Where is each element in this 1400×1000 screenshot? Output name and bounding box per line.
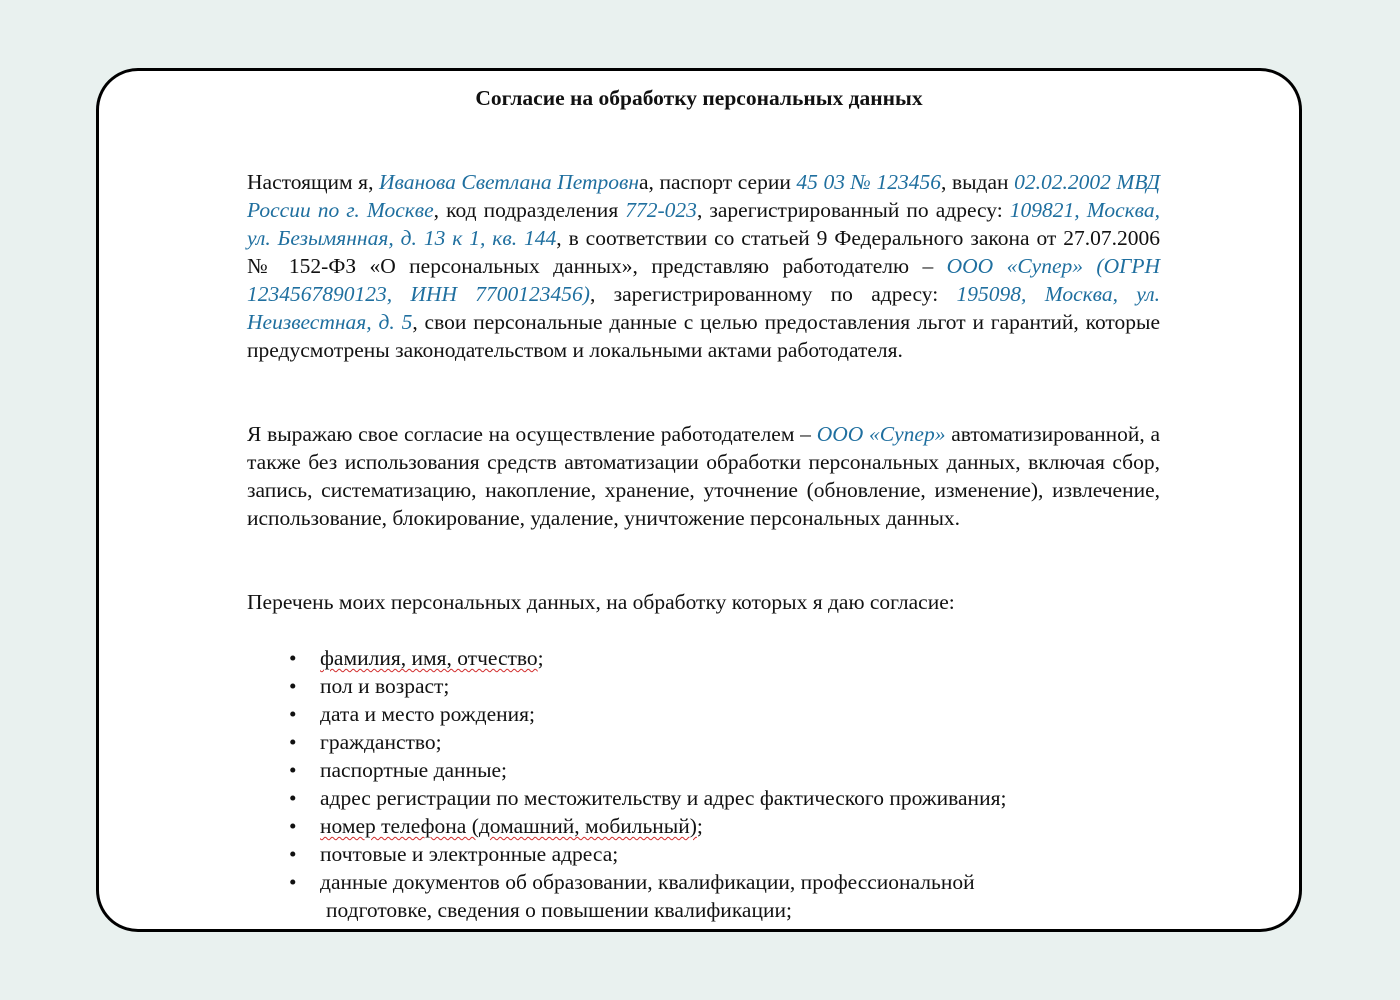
bullet-icon: • xyxy=(289,646,297,670)
list-item: • почтовые и электронные адреса; xyxy=(289,842,619,866)
list-item: • гражданство; xyxy=(289,730,442,754)
list-item: • фамилия, имя, отчество; xyxy=(289,646,544,670)
bullet-icon: • xyxy=(289,842,297,866)
paragraph-list-intro: Перечень моих персональных данных, на обработку которых я даю согласие: xyxy=(247,590,955,614)
document-frame xyxy=(96,68,1302,932)
paragraph-consent-scope: Я выражаю свое согласие на осуществление работодателем – ООО «Супер» автоматизированной, а также без использования средств автоматизации обработки персональных данных, включая сбор, запись, систематизацию, накопление, хранение, уточнение (обновление, изменение), извлечение, использование, блокирование, удаление, уничтожение персональных данных. xyxy=(247,422,1160,530)
filled-employer: ООО «Супер» (ОГРН 1234567890123, ИНН 7700123456) xyxy=(247,254,1160,306)
bullet-icon: • xyxy=(289,730,297,754)
bullet-icon: • xyxy=(289,674,297,698)
personal-data-list xyxy=(247,644,1160,924)
bullet-icon: • xyxy=(289,870,297,894)
filled-employer-address: 195098, Москва, ул. Неизвестная, д. 5 xyxy=(247,282,1161,334)
filled-division-code: 772-023 xyxy=(625,198,697,222)
list-item: • данные документов об образовании, квалификации, профессиональной подготовке, сведения о повышении квалификации; xyxy=(289,870,975,922)
list-item: • пол и возраст; xyxy=(289,674,450,698)
filled-passport-number: 45 03 № 123456 xyxy=(796,170,942,194)
bullet-icon: • xyxy=(289,702,297,726)
filled-passport-issued: 02.02.2002 МВД России по г. Москве xyxy=(247,170,1160,222)
paragraph-consent-intro: Настоящим я, Иванова Светлана Петровна, паспорт серии 45 03 № 123456, выдан 02.02.2002 МВД России по г. Москве, код подразделения 772-023, зарегистрированный по адресу: 109821, Москва, ул. Безымянная, д. 13 к 1, кв. 144, в соответствии со статьей 9 Федерального закона от 27.07.2006 № 152-ФЗ «О персональных данных», представляю работодателю – ООО «Супер» (ОГРН 1234567890123, ИНН 7700123456), зарегистрированному по адресу: 195098, Москва, ул. Неизвестная, д. 5, свои персональные данные с целью предоставления льгот и гарантий, которые предусмотрены законодательством и локальными актами работодателя. xyxy=(247,170,1161,362)
filled-registration-address: 109821, Москва, ул. Безымянная, д. 13 к 1, кв. 144 xyxy=(247,198,1160,250)
list-item: • адрес регистрации по местожительству и адрес фактического проживания; xyxy=(289,786,1007,810)
bullet-icon: • xyxy=(289,758,297,782)
filled-full-name: Иванова Светлана Петровн xyxy=(379,170,639,194)
list-item: • дата и место рождения; xyxy=(289,702,536,726)
bullet-icon: • xyxy=(289,814,297,838)
document-title: Согласие на обработку персональных данных xyxy=(475,86,923,110)
bullet-icon: • xyxy=(289,786,297,810)
list-item: • паспортные данные; xyxy=(289,758,508,782)
list-item: • номер телефона (домашний, мобильный); xyxy=(289,814,703,838)
filled-employer-short: ООО «Супер» xyxy=(816,422,946,446)
